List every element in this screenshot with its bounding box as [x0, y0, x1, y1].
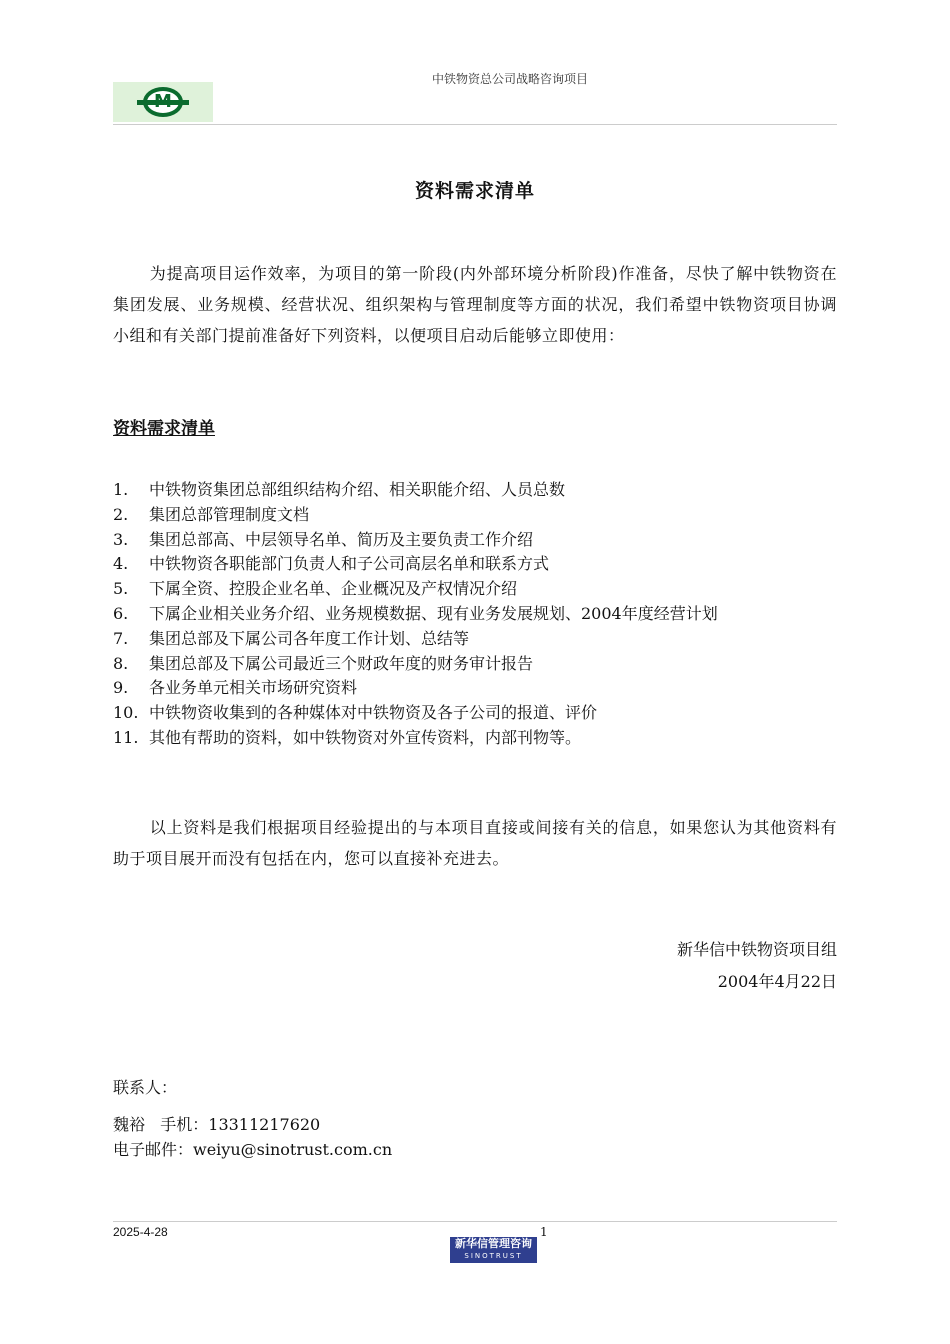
item-text: 各业务单元相关市场研究资料 [149, 678, 358, 698]
item-text: 集团总部及下属公司各年度工作计划、总结等 [149, 628, 470, 648]
item-text: 下属全资、控股企业名单、企业概况及产权情况介绍 [149, 579, 518, 599]
list-item [113, 701, 718, 726]
page-number: 1 [540, 1225, 548, 1239]
closing-paragraph: 以上资料是我们根据项目经验提出的与本项目直接或间接有关的信息，如果您认为其他资料有助于项目展开而没有包括在内，您可以直接补充进去。 [113, 818, 837, 868]
item-number: 2. [113, 504, 129, 524]
footer-logo-cn: 新华信管理咨询 [455, 1237, 532, 1250]
item-text: 其他有帮助的资料，如中铁物资对外宣传资料，内部刊物等。 [149, 727, 582, 747]
list-item [113, 528, 718, 553]
item-text: 集团总部管理制度文档 [149, 504, 310, 524]
list-item [113, 552, 718, 577]
list-item [113, 652, 718, 677]
list-item [113, 676, 718, 701]
item-text: 下属企业相关业务介绍、业务规模数据、现有业务发展规划、2004年度经营计划 [149, 603, 718, 623]
sinotrust-logo [450, 1237, 537, 1263]
footer-logo-en: SINOTRUST [464, 1252, 523, 1260]
item-number: 7. [113, 628, 129, 648]
list-item [113, 577, 718, 602]
item-number: 4. [113, 554, 129, 574]
signature-date: 2004年4月22日 [717, 972, 837, 991]
contact-phone: 魏裕 手机：13311217620 [113, 1115, 321, 1134]
list-item [113, 503, 718, 528]
item-number: 10. [113, 703, 139, 723]
item-number: 1. [113, 480, 129, 499]
intro-paragraph: 为提高项目运作效率，为项目的第一阶段(内外部环境分析阶段)作准备，尽快了解中铁物资在集团发展、业务规模、经营状况、组织架构与管理制度等方面的状况，我们希望中铁物资项目协调小组和有关部门提前准备好下列资料，以便项目启动后能够立即使用： [113, 264, 837, 345]
contact-label: 联系人： [113, 1078, 178, 1097]
item-number: 5. [113, 579, 129, 599]
list-item [113, 627, 718, 652]
contact-email: 电子邮件：weiyu@sinotrust.com.cn [113, 1140, 393, 1159]
metro-m-logo-icon [143, 87, 183, 117]
item-number: 6. [113, 603, 129, 623]
item-number: 9. [113, 678, 129, 698]
list-item [113, 602, 718, 627]
requirements-list [113, 478, 718, 751]
footer-divider [113, 1221, 837, 1222]
company-logo [113, 82, 213, 122]
running-header-title: 中铁物资总公司战略咨询项目 [431, 72, 588, 86]
section-heading: 资料需求清单 [113, 419, 215, 439]
footer-date: 2025-4-28 [113, 1225, 168, 1239]
item-text: 中铁物资收集到的各种媒体对中铁物资及各子公司的报道、评价 [149, 703, 598, 723]
item-number: 11. [113, 727, 139, 747]
item-number: 8. [113, 653, 129, 673]
list-item [113, 478, 718, 503]
item-number: 3. [113, 529, 129, 549]
header-divider [113, 124, 837, 125]
item-text: 中铁物资各职能部门负责人和子公司高层名单和联系方式 [149, 554, 550, 574]
logo-letter: M [154, 91, 172, 112]
signature-organization: 新华信中铁物资项目组 [676, 940, 837, 959]
item-text: 中铁物资集团总部组织结构介绍、相关职能介绍、人员总数 [149, 480, 566, 499]
list-item [113, 726, 718, 751]
document-title: 资料需求清单 [414, 180, 535, 202]
item-text: 集团总部及下属公司最近三个财政年度的财务审计报告 [149, 653, 534, 673]
item-text: 集团总部高、中层领导名单、简历及主要负责工作介绍 [149, 529, 534, 549]
